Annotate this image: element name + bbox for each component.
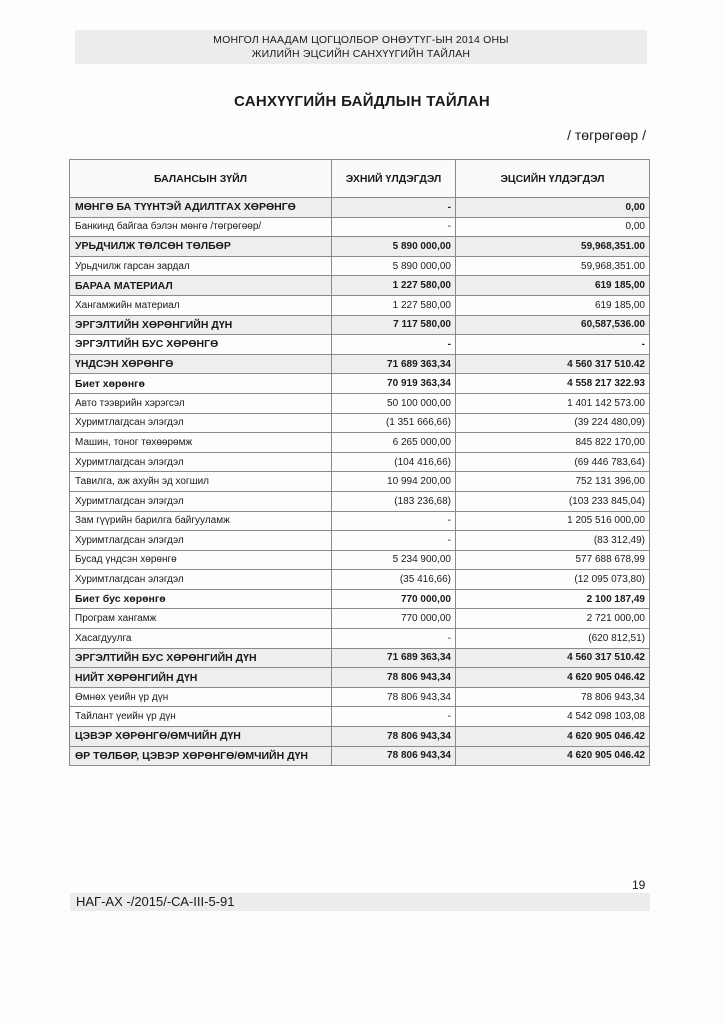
table-row bbox=[70, 531, 650, 551]
start-balance-cell: - bbox=[332, 198, 456, 218]
end-balance-cell: (12 095 073,80) bbox=[456, 570, 650, 590]
row-label: Бусад үндсэн хөрөнгө bbox=[70, 550, 332, 570]
balance-sheet-table bbox=[69, 159, 650, 766]
end-balance-cell: (620 812,51) bbox=[456, 629, 650, 649]
row-label: Тайлант үеийн үр дүн bbox=[70, 707, 332, 727]
table-row bbox=[70, 629, 650, 649]
row-label: Хуримтлагдсан элэгдэл bbox=[70, 531, 332, 551]
end-balance-cell: 2 721 000,00 bbox=[456, 609, 650, 629]
end-balance-cell: 60,587,536.00 bbox=[456, 315, 650, 335]
table-row bbox=[70, 746, 650, 766]
table-row bbox=[70, 707, 650, 727]
end-balance-cell: 1 401 142 573.00 bbox=[456, 393, 650, 413]
table-row bbox=[70, 198, 650, 218]
start-balance-cell: 1 227 580,00 bbox=[332, 276, 456, 296]
row-label: Хуримтлагдсан элэгдэл bbox=[70, 491, 332, 511]
end-balance-cell: 4 620 905 046.42 bbox=[456, 727, 650, 747]
row-label: НИЙТ ХӨРӨНГИЙН ДҮН bbox=[70, 668, 332, 688]
table-row bbox=[70, 237, 650, 257]
row-label: Авто тээврийн хэрэгсэл bbox=[70, 393, 332, 413]
row-label: ЦЭВЭР ХӨРӨНГӨ/ӨМЧИЙН ДҮН bbox=[70, 727, 332, 747]
start-balance-cell: 770 000,00 bbox=[332, 609, 456, 629]
column-header-end-balance: ЭЦСИЙН ҮЛДЭГДЭЛ bbox=[456, 160, 650, 198]
table-row bbox=[70, 315, 650, 335]
end-balance-cell: 0,00 bbox=[456, 217, 650, 237]
start-balance-cell: 50 100 000,00 bbox=[332, 393, 456, 413]
start-balance-cell: - bbox=[332, 707, 456, 727]
page-number: 19 bbox=[632, 878, 646, 892]
start-balance-cell: 6 265 000,00 bbox=[332, 433, 456, 453]
end-balance-cell: (69 446 783,64) bbox=[456, 452, 650, 472]
table-row bbox=[70, 452, 650, 472]
end-balance-cell: 78 806 943,34 bbox=[456, 687, 650, 707]
table-row bbox=[70, 413, 650, 433]
end-balance-cell: 4 542 098 103,08 bbox=[456, 707, 650, 727]
row-label: Хангамжийн материал bbox=[70, 295, 332, 315]
end-balance-cell: 0,00 bbox=[456, 198, 650, 218]
table-row bbox=[70, 589, 650, 609]
start-balance-cell: - bbox=[332, 217, 456, 237]
end-balance-cell: 619 185,00 bbox=[456, 276, 650, 296]
start-balance-cell: (1 351 666,66) bbox=[332, 413, 456, 433]
row-label: Тавилга, аж ахуйн эд хогшил bbox=[70, 472, 332, 492]
start-balance-cell: (183 236,68) bbox=[332, 491, 456, 511]
row-label: Урьдчилж гарсан зардал bbox=[70, 256, 332, 276]
row-label: Хуримтлагдсан элэгдэл bbox=[70, 452, 332, 472]
start-balance-cell: 5 890 000,00 bbox=[332, 237, 456, 257]
end-balance-cell: (83 312,49) bbox=[456, 531, 650, 551]
row-label: Хуримтлагдсан элэгдэл bbox=[70, 570, 332, 590]
end-balance-cell: 2 100 187,49 bbox=[456, 589, 650, 609]
start-balance-cell: - bbox=[332, 629, 456, 649]
end-balance-cell: 59,968,351.00 bbox=[456, 256, 650, 276]
table-row bbox=[70, 295, 650, 315]
start-balance-cell: - bbox=[332, 511, 456, 531]
row-label: УРЬДЧИЛЖ ТӨЛСӨН ТӨЛБӨР bbox=[70, 237, 332, 257]
table-row bbox=[70, 609, 650, 629]
row-label: Өмнөх үеийн үр дүн bbox=[70, 687, 332, 707]
start-balance-cell: 78 806 943,34 bbox=[332, 668, 456, 688]
row-label: ҮНДСЭН ХӨРӨНГӨ bbox=[70, 354, 332, 374]
start-balance-cell: (35 416,66) bbox=[332, 570, 456, 590]
table-row bbox=[70, 570, 650, 590]
table-row bbox=[70, 276, 650, 296]
end-balance-cell: 619 185,00 bbox=[456, 295, 650, 315]
start-balance-cell: 78 806 943,34 bbox=[332, 746, 456, 766]
table-row bbox=[70, 687, 650, 707]
row-label: Биет бус хөрөнгө bbox=[70, 589, 332, 609]
row-label: МӨНГӨ БА ТҮҮНТЭЙ АДИЛТГАХ ХӨРӨНГӨ bbox=[70, 198, 332, 218]
start-balance-cell: - bbox=[332, 531, 456, 551]
start-balance-cell: 770 000,00 bbox=[332, 589, 456, 609]
end-balance-cell: 752 131 396,00 bbox=[456, 472, 650, 492]
start-balance-cell: (104 416,66) bbox=[332, 452, 456, 472]
start-balance-cell: 71 689 363,34 bbox=[332, 354, 456, 374]
end-balance-cell: 1 205 516 000,00 bbox=[456, 511, 650, 531]
document-header bbox=[75, 30, 647, 64]
table-row bbox=[70, 648, 650, 668]
end-balance-cell: 4 560 317 510.42 bbox=[456, 354, 650, 374]
start-balance-cell: - bbox=[332, 335, 456, 355]
row-label: Машин, тоног төхөөрөмж bbox=[70, 433, 332, 453]
start-balance-cell: 5 890 000,00 bbox=[332, 256, 456, 276]
table-row bbox=[70, 668, 650, 688]
start-balance-cell: 10 994 200,00 bbox=[332, 472, 456, 492]
row-label: ӨР ТӨЛБӨР, ЦЭВЭР ХӨРӨНГӨ/ӨМЧИЙН ДҮН bbox=[70, 746, 332, 766]
end-balance-cell: 577 688 678,99 bbox=[456, 550, 650, 570]
column-header-start-balance: ЭХНИЙ ҮЛДЭГДЭЛ bbox=[332, 160, 456, 198]
table-row bbox=[70, 256, 650, 276]
row-label: Биет хөрөнгө bbox=[70, 374, 332, 394]
row-label: БАРАА МАТЕРИАЛ bbox=[70, 276, 332, 296]
column-header-item: БАЛАНСЫН ЗҮЙЛ bbox=[70, 160, 332, 198]
header-line-1: МОНГОЛ НААДАМ ЦОГЦОЛБОР ОНӨУТҮГ-ЫН 2014 ОНЫ bbox=[213, 34, 509, 46]
end-balance-cell: (103 233 845,04) bbox=[456, 491, 650, 511]
currency-unit: / төгрөгөөр / bbox=[567, 127, 646, 143]
start-balance-cell: 1 227 580,00 bbox=[332, 295, 456, 315]
row-label: Програм хангамж bbox=[70, 609, 332, 629]
end-balance-cell: 59,968,351.00 bbox=[456, 237, 650, 257]
table-row bbox=[70, 511, 650, 531]
end-balance-cell: 4 560 317 510.42 bbox=[456, 648, 650, 668]
row-label: Хасагдуулга bbox=[70, 629, 332, 649]
document-code: НАГ-АХ -/2015/-СА-III-5-91 bbox=[76, 894, 235, 909]
table-row bbox=[70, 550, 650, 570]
end-balance-cell: 4 558 217 322.93 bbox=[456, 374, 650, 394]
row-label: ЭРГЭЛТИЙН БУС ХӨРӨНГИЙН ДҮН bbox=[70, 648, 332, 668]
start-balance-cell: 7 117 580,00 bbox=[332, 315, 456, 335]
row-label: Зам гүүрийн барилга байгууламж bbox=[70, 511, 332, 531]
start-balance-cell: 78 806 943,34 bbox=[332, 687, 456, 707]
table-row bbox=[70, 335, 650, 355]
header-line-2: ЖИЛИЙН ЭЦСИЙН САНХҮҮГИЙН ТАЙЛАН bbox=[251, 48, 471, 60]
table-row bbox=[70, 393, 650, 413]
table-header-row bbox=[70, 160, 650, 198]
start-balance-cell: 70 919 363,34 bbox=[332, 374, 456, 394]
document-footer bbox=[70, 893, 650, 911]
row-label: Банкинд байгаа бэлэн мөнгө /төгрөгөөр/ bbox=[70, 217, 332, 237]
table-row bbox=[70, 433, 650, 453]
start-balance-cell: 71 689 363,34 bbox=[332, 648, 456, 668]
table-row bbox=[70, 374, 650, 394]
table-row bbox=[70, 491, 650, 511]
report-title: САНХҮҮГИЙН БАЙДЛЫН ТАЙЛАН bbox=[233, 93, 491, 110]
end-balance-cell: 4 620 905 046.42 bbox=[456, 746, 650, 766]
end-balance-cell: - bbox=[456, 335, 650, 355]
start-balance-cell: 78 806 943,34 bbox=[332, 727, 456, 747]
row-label: ЭРГЭЛТИЙН ХӨРӨНГИЙН ДҮН bbox=[70, 315, 332, 335]
table-row bbox=[70, 354, 650, 374]
start-balance-cell: 5 234 900,00 bbox=[332, 550, 456, 570]
table-row bbox=[70, 727, 650, 747]
row-label: ЭРГЭЛТИЙН БУС ХӨРӨНГӨ bbox=[70, 335, 332, 355]
end-balance-cell: 845 822 170,00 bbox=[456, 433, 650, 453]
end-balance-cell: 4 620 905 046.42 bbox=[456, 668, 650, 688]
table-row bbox=[70, 217, 650, 237]
table-row bbox=[70, 472, 650, 492]
row-label: Хуримтлагдсан элэгдэл bbox=[70, 413, 332, 433]
end-balance-cell: (39 224 480,09) bbox=[456, 413, 650, 433]
